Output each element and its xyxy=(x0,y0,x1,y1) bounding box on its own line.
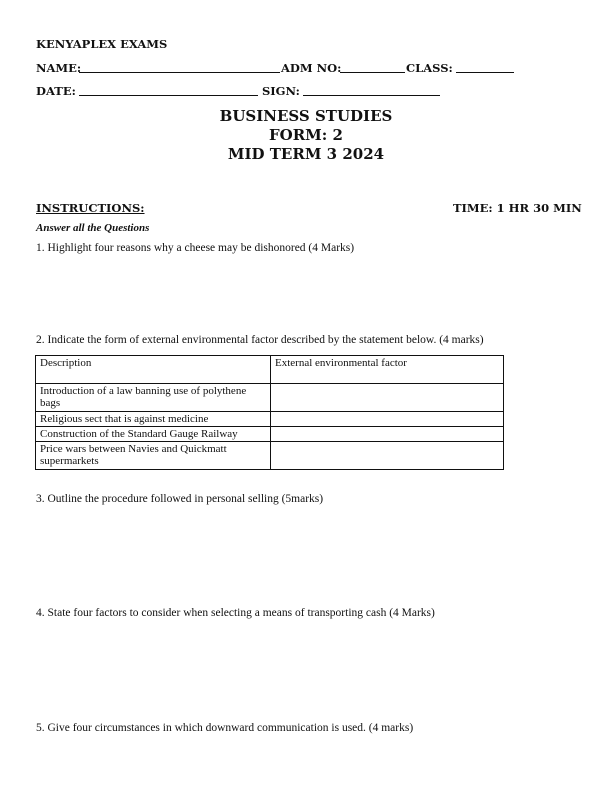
table-row xyxy=(36,427,504,442)
name-field[interactable] xyxy=(79,72,280,73)
table-cell-description: Religious sect that is against medicine xyxy=(36,412,271,427)
table-cell-description: Introduction of a law banning use of polythene bags xyxy=(36,384,271,412)
time-allowed: TIME: 1 HR 30 MIN xyxy=(453,201,582,215)
table-row xyxy=(36,384,504,412)
table-cell-answer[interactable] xyxy=(271,427,504,442)
adm-label: ADM NO: xyxy=(281,61,342,75)
question-2: 2. Indicate the form of external environmental factor described by the statement below. (4 marks) xyxy=(36,334,484,346)
adm-field[interactable] xyxy=(340,72,405,73)
sign-field[interactable] xyxy=(303,95,440,96)
instructions-note: Answer all the Questions xyxy=(36,222,150,234)
term-title: MID TERM 3 2024 xyxy=(227,145,385,163)
table-header-cell: Description xyxy=(36,356,271,384)
class-field[interactable] xyxy=(456,72,514,73)
table-cell-answer[interactable] xyxy=(271,412,504,427)
table-header-cell: External environmental factor xyxy=(271,356,504,384)
date-field[interactable] xyxy=(79,95,258,96)
question-4: 4. State four factors to consider when selecting a means of transporting cash (4 Marks) xyxy=(36,607,435,619)
date-label: DATE: xyxy=(36,84,76,98)
table-row xyxy=(36,412,504,427)
subject-title: BUSINESS STUDIES xyxy=(219,107,393,125)
exam-org: KENYAPLEX EXAMS xyxy=(36,37,168,51)
name-label: NAME: xyxy=(36,61,82,75)
instructions-label: INSTRUCTIONS: xyxy=(36,201,145,215)
table-cell-answer[interactable] xyxy=(271,442,504,470)
question-1: 1. Highlight four reasons why a cheese may be dishonored (4 Marks) xyxy=(36,242,355,254)
table-cell-description: Price wars between Navies and Quickmatt supermarkets xyxy=(36,442,271,470)
table-cell-description: Construction of the Standard Gauge Railway xyxy=(36,427,271,442)
question-3: 3. Outline the procedure followed in personal selling (5marks) xyxy=(36,493,324,505)
sign-label: SIGN: xyxy=(262,84,300,98)
table-row xyxy=(36,442,504,470)
table-header-row xyxy=(36,356,504,384)
table-cell-answer[interactable] xyxy=(271,384,504,412)
factors-table xyxy=(35,355,504,470)
question-5: 5. Give four circumstances in which downward communication is used. (4 marks) xyxy=(36,722,414,734)
form-title: FORM: 2 xyxy=(269,126,343,144)
class-label: CLASS: xyxy=(406,61,453,75)
